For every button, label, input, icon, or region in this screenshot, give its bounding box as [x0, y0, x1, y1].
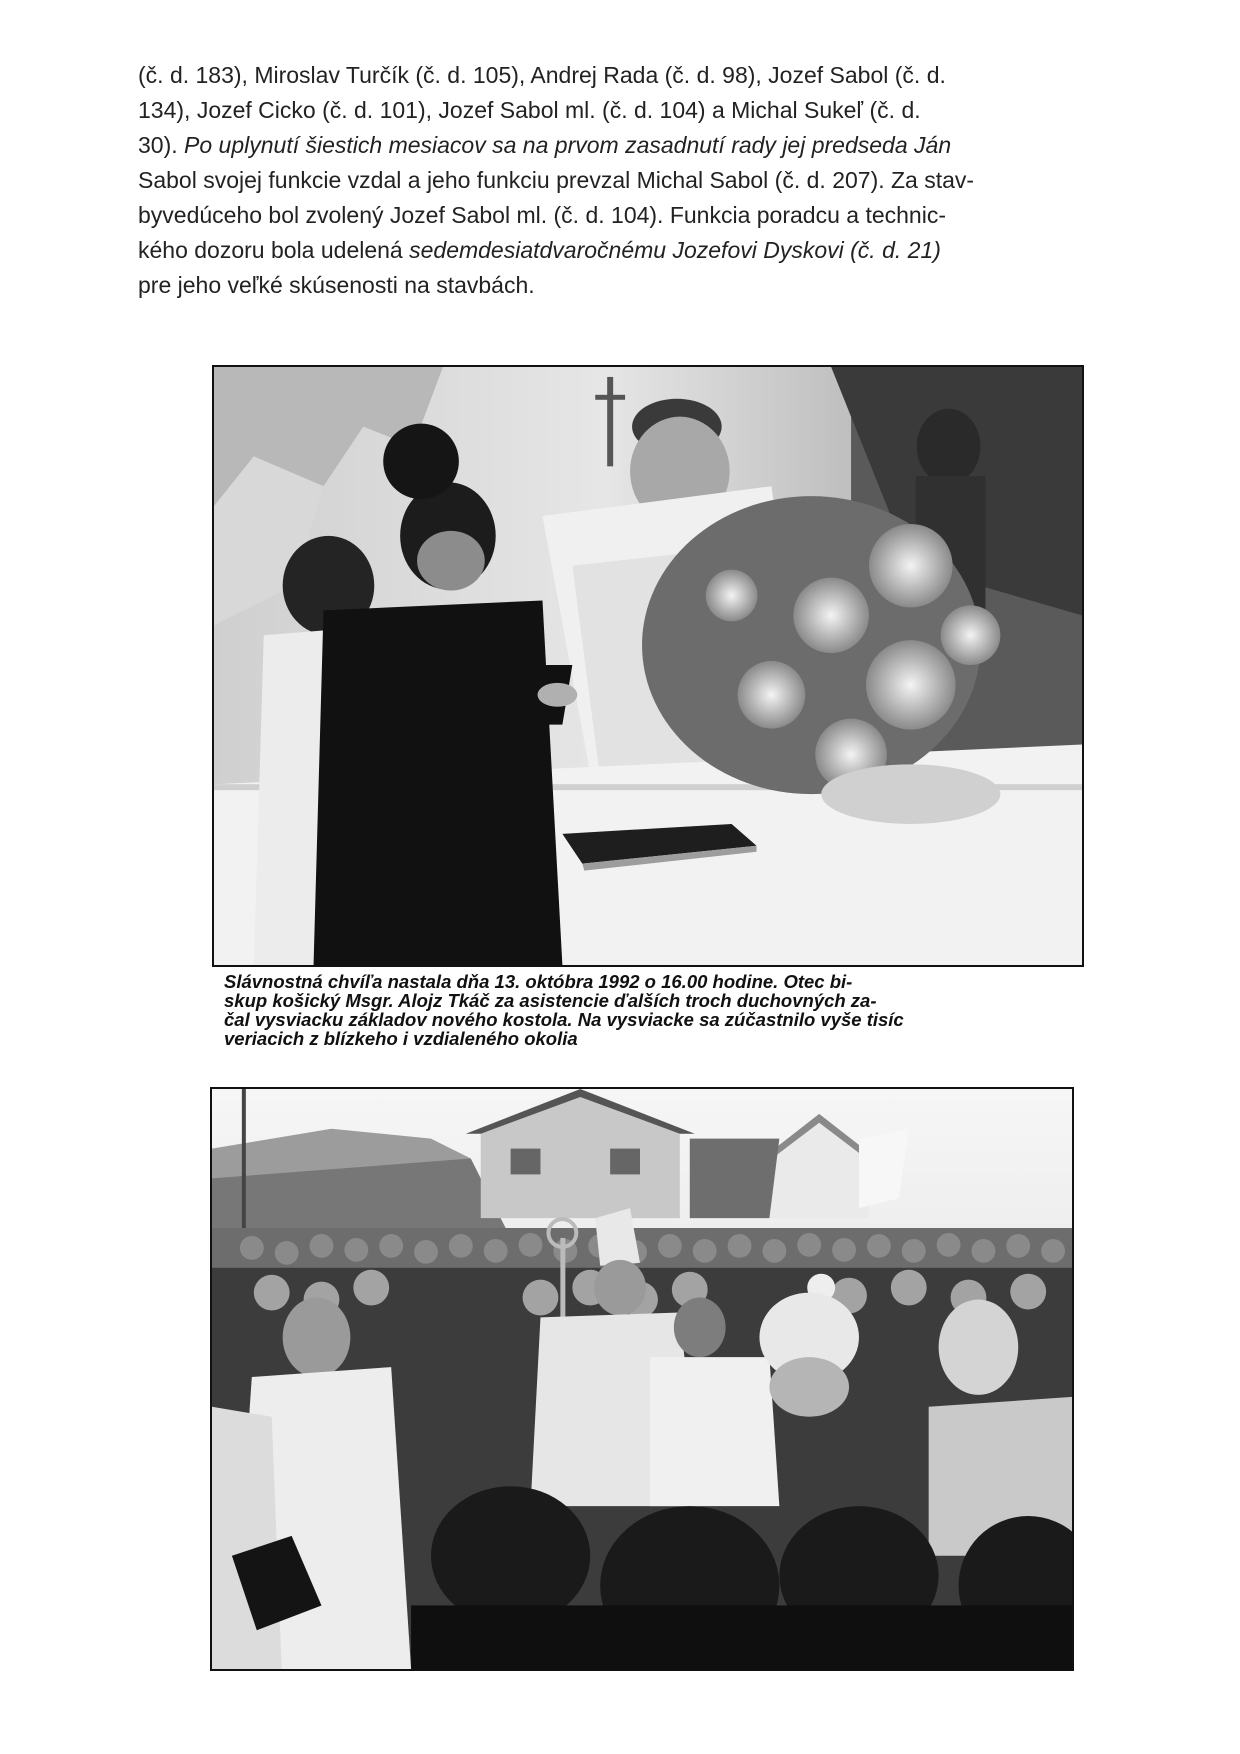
body-line-3 — [138, 128, 1153, 163]
photo-crowd-procession-image — [212, 1089, 1072, 1669]
body-line-3-italic: Po uplynutí šiestich mesiacov sa na prvom zasadnutí rady jej predseda Ján — [184, 132, 952, 158]
body-line-1: (č. d. 183), Miroslav Turčík (č. d. 105), Andrej Rada (č. d. 98), Jozef Sabol (č. d. — [138, 62, 946, 88]
body-line-2: 134), Jozef Cicko (č. d. 101), Jozef Sabol ml. (č. d. 104) a Michal Sukeľ (č. d. — [138, 97, 921, 123]
body-line-6-italic: sedemdesiatdvaročnému Jozefovi Dyskovi (č. d. 21) — [409, 237, 941, 263]
body-line-5: byvedúceho bol zvolený Jozef Sabol ml. (č. d. 104). Funkcia poradcu a technic- — [138, 202, 946, 228]
body-line-6-start: kého dozoru bola udelená — [138, 237, 410, 263]
caption-line-2: skup košický Msgr. Alojz Tkáč za asistencie ďalších troch duchovných za- — [224, 990, 877, 1011]
caption-line-1: Slávnostná chvíľa nastala dňa 13. októbra 1992 o 16.00 hodine. Otec bi- — [224, 971, 853, 992]
photo-altar-ceremony — [212, 365, 1084, 967]
caption-line-3: čal vysviacku základov nového kostola. Na vysviacke sa zúčastnilo vyše tisíc — [224, 1009, 904, 1030]
body-line-3-start: 30). — [138, 132, 185, 158]
body-line-7: pre jeho veľké skúsenosti na stavbách. — [138, 272, 535, 298]
photo-crowd-procession — [210, 1087, 1074, 1671]
photo-caption — [224, 972, 1084, 1048]
body-paragraph — [138, 58, 1153, 303]
body-line-6 — [138, 233, 1153, 268]
body-line-4: Sabol svojej funkcie vzdal a jeho funkciu prevzal Michal Sabol (č. d. 207). Za stav- — [138, 167, 975, 193]
caption-line-4: veriacich z blízkeho i vzdialeného okolia — [224, 1028, 578, 1049]
photo-altar-ceremony-image — [214, 367, 1082, 965]
